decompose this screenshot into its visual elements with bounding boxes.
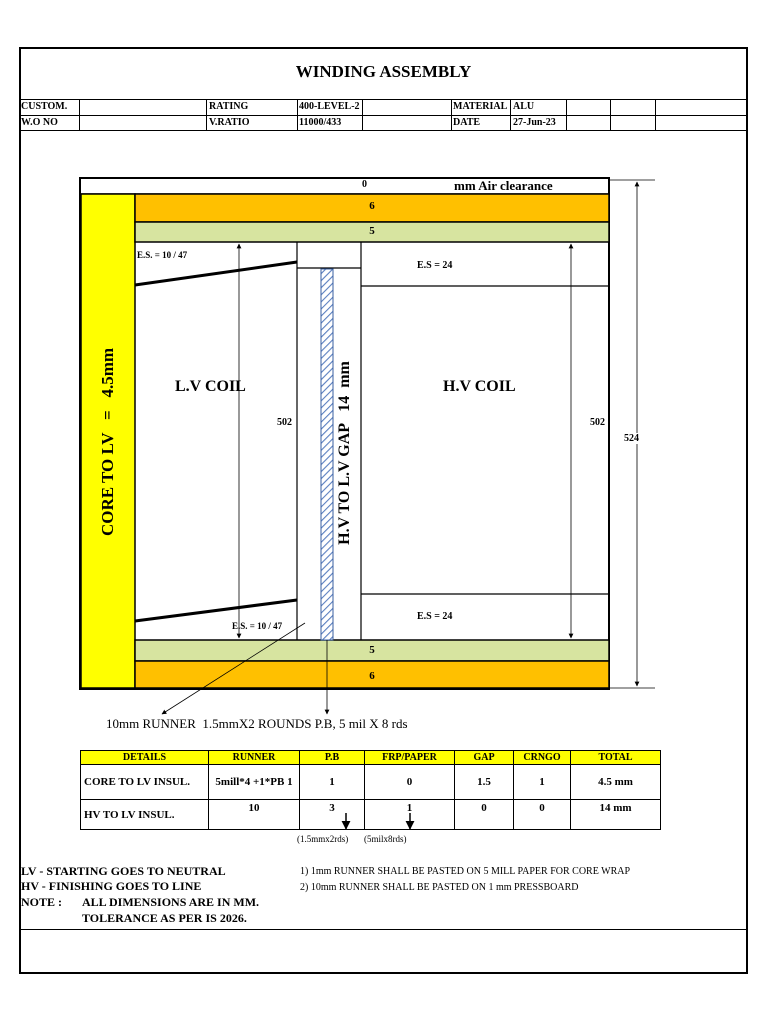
hv-es-bottom: E.S = 24 [417, 611, 453, 622]
col-crngo: CRNGO [514, 751, 571, 765]
rating-value: 400-LEVEL-2 [299, 101, 360, 112]
vratio-value: 11000/433 [299, 117, 342, 128]
wono-label: W.O NO [21, 117, 58, 128]
row1-runner: 5mill*4 +1*PB 1 [209, 765, 300, 800]
air-clearance-label: mm Air clearance [454, 178, 553, 193]
hv-es-top: E.S = 24 [417, 260, 453, 271]
runner-hatch [321, 269, 333, 640]
frp-sub-note: (5milx8rds) [364, 834, 407, 844]
row1-gap: 1.5 [455, 765, 514, 800]
hv-coil-label: H.V COIL [443, 378, 516, 395]
date-value: 27-Jun-23 [513, 117, 556, 128]
row2-gap: 0 [455, 800, 514, 830]
note-label: NOTE : [21, 895, 63, 909]
table-row [81, 800, 661, 830]
lv-note: LV - STARTING GOES TO NEUTRAL [21, 864, 226, 878]
note-tolerance: TOLERANCE AS PER IS 2026. [82, 911, 247, 925]
runner-note: 10mm RUNNER 1.5mmX2 ROUNDS P.B, 5 mil X 8 rds [106, 716, 408, 731]
footer-line [19, 929, 748, 930]
col-details: DETAILS [81, 751, 209, 765]
row2-frp: 1 [365, 800, 455, 830]
core-to-lv-label: CORE TO LV = 4.5mm [98, 347, 117, 537]
col-runner: RUNNER [209, 751, 300, 765]
col-gap: GAP [455, 751, 514, 765]
air-clearance-value: 0 [362, 179, 367, 190]
right-note-2: 2) 10mm RUNNER SHALL BE PASTED ON 1 mm PRESSBOARD [300, 882, 579, 893]
row2-pb: 3 [300, 800, 365, 830]
page-title: WINDING ASSEMBLY [295, 62, 472, 81]
row2-runner: 10 [209, 800, 300, 830]
bottom-outer-value: 6 [369, 670, 375, 682]
material-value: ALU [513, 101, 535, 112]
bottom-inner-value: 5 [369, 644, 375, 656]
top-inner-value: 5 [369, 225, 375, 237]
rating-label: RATING [209, 101, 249, 112]
row2-total: 14 mm [571, 800, 661, 830]
insulation-table [80, 750, 661, 830]
row1-crngo: 1 [514, 765, 571, 800]
row2-details: HV TO LV INSUL. [81, 800, 209, 830]
lv-height-value: 502 [277, 417, 292, 428]
col-frp: FRP/PAPER [365, 751, 455, 765]
pb-sub-note: (1.5mmx2rds) [297, 834, 349, 844]
row2-crngo: 0 [514, 800, 571, 830]
col-total: TOTAL [571, 751, 661, 765]
date-label: DATE [453, 117, 481, 128]
hv-note: HV - FINISHING GOES TO LINE [21, 879, 202, 893]
right-note-1: 1) 1mm RUNNER SHALL BE PASTED ON 5 MILL PAPER FOR CORE WRAP [300, 866, 631, 877]
table-header-row [81, 751, 661, 765]
hv-to-lv-gap-label: H.V TO L.V GAP 14 mm [336, 361, 353, 545]
row1-total: 4.5 mm [571, 765, 661, 800]
col-pb: P.B [300, 751, 365, 765]
total-height-value: 524 [624, 433, 639, 444]
row1-frp: 0 [365, 765, 455, 800]
lv-coil-label: L.V COIL [175, 378, 246, 395]
table-row [81, 765, 661, 800]
row1-details: CORE TO LV INSUL. [81, 765, 209, 800]
lv-es-bottom: E.S. = 10 / 47 [232, 621, 283, 631]
hv-height-value: 502 [590, 417, 605, 428]
row1-pb: 1 [300, 765, 365, 800]
lv-es-top: E.S. = 10 / 47 [137, 250, 188, 260]
vratio-label: V.RATIO [209, 117, 250, 128]
top-outer-value: 6 [369, 200, 375, 212]
custom-label: CUSTOM. [21, 101, 68, 112]
material-label: MATERIAL [453, 101, 508, 112]
note-dimensions: ALL DIMENSIONS ARE IN MM. [82, 895, 260, 909]
